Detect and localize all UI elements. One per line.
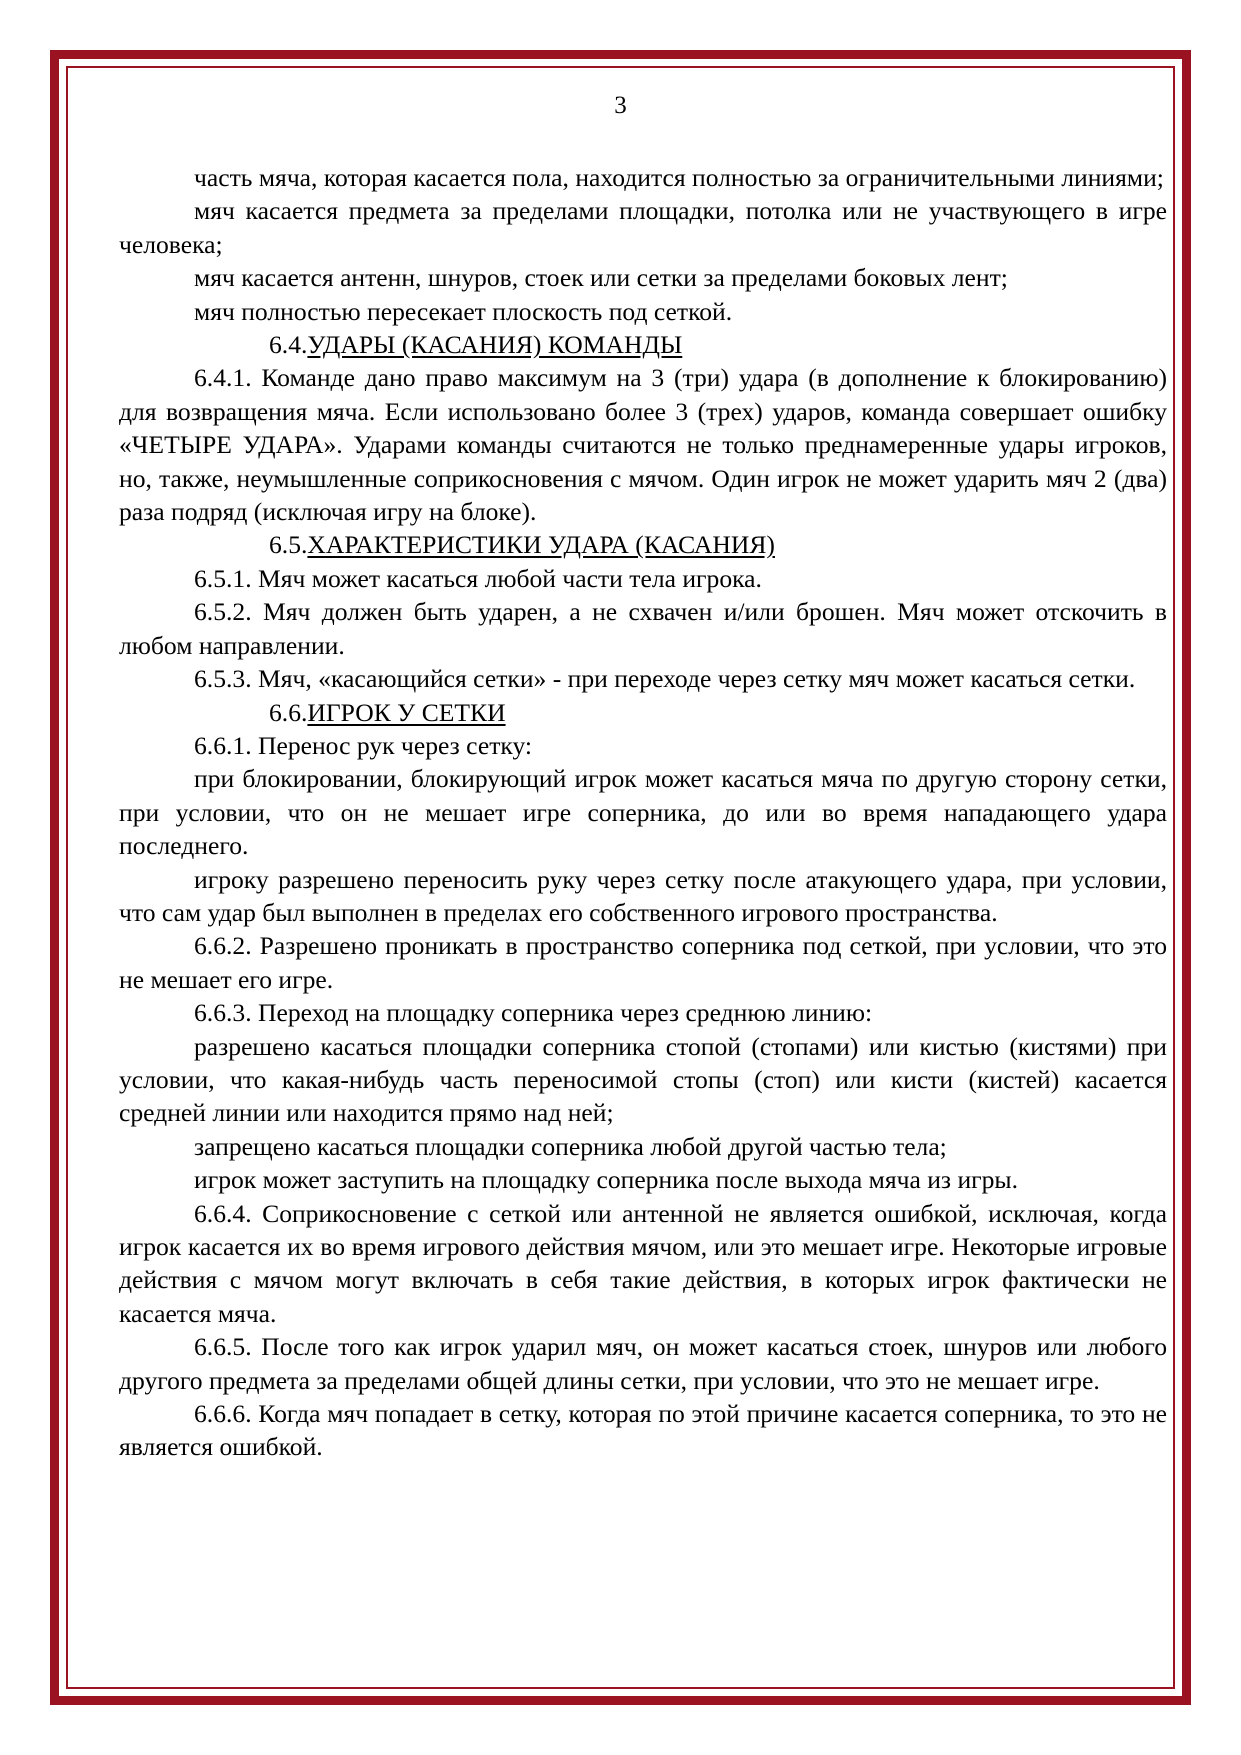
paragraph: запрещено касаться площадки соперника любой другой частью тела; — [194, 1131, 947, 1161]
paragraph: 6.5.2. Мяч должен быть ударен, а не схвачен и/или брошен. Мяч может отскочить в любом направлении. — [119, 597, 1167, 660]
section-title: ХАРАКТЕРИСТИКИ УДАРА (КАСАНИЯ) — [307, 530, 775, 560]
paragraph: 6.6.1. Перенос рук через сетку: — [194, 730, 533, 760]
section-heading — [119, 328, 1167, 361]
page-number: 3 — [614, 92, 627, 119]
paragraph: 6.5.1. Мяч может касаться любой части тела игрока. — [194, 563, 762, 593]
section-heading — [119, 696, 1167, 729]
document-body — [119, 161, 1167, 1464]
section-heading — [119, 528, 1167, 561]
paragraph: 6.6.3. Переход на площадку соперника через среднюю линию: — [194, 998, 873, 1028]
paragraph: мяч касается антенн, шнуров, стоек или сетки за пределами боковых лент; — [194, 263, 1008, 293]
section-number: 6.6. — [269, 697, 308, 727]
paragraph: 6.6.5. После того как игрок ударил мяч, он может касаться стоек, шнуров или любого другого предмета за пределами общей длины сетки, при условии, что это не мешает игре. — [119, 1332, 1167, 1395]
section-title: УДАРЫ (КАСАНИЯ) КОМАНДЫ — [307, 330, 683, 360]
paragraph: 6.6.4. Соприкосновение с сеткой или антенной не является ошибкой, исключая, когда игрок касается их во время игрового действия мячом, или это мешает игре. Некоторые игровые действия с мячом могут включать в себя такие действия, в которых игрок фактически не касается мяча. — [119, 1198, 1167, 1328]
paragraph: 6.6.6. Когда мяч попадает в сетку, которая по этой причине касается соперника, то это не является ошибкой. — [119, 1399, 1167, 1462]
paragraph: игрок может заступить на площадку соперника после выхода мяча из игры. — [194, 1165, 1019, 1195]
paragraph: 6.6.2. Разрешено проникать в пространство соперника под сеткой, при условии, что это не мешает его игре. — [119, 931, 1167, 994]
paragraph: 6.5.3. Мяч, «касающийся сетки» - при переходе через сетку мяч может касаться сетки. — [194, 664, 1136, 694]
paragraph: при блокировании, блокирующий игрок может касаться мяча по другую сторону сетки, при условии, что он не мешает игре соперника, до или во время нападающего удара последнего. — [119, 764, 1167, 861]
paragraph: разрешено касаться площадки соперника стопой (стопами) или кистью (кистями) при условии, что какая-нибудь часть переносимой стопы (стоп) или кисти (кистей) касается средней линии или находится прямо над ней; — [119, 1031, 1167, 1128]
paragraph: 6.4.1. Команде дано право максимум на 3 (три) удара (в дополнение к блокированию) для возвращения мяча. Если использовано более 3 (трех) ударов, команда совершает ошибку «ЧЕТЫРЕ УДАРА». Ударами команды считаются не только преднамеренные удары игроков, но, также, неумышленные соприкосновения с мячом. Один игрок не может ударить мяч 2 (два) раза подряд (исключая игру на блоке). — [119, 363, 1167, 527]
section-title: ИГРОК У СЕТКИ — [307, 697, 506, 727]
paragraph: часть мяча, которая касается пола, находится полностью за ограничительными линиями; — [194, 163, 1164, 192]
paragraph: игроку разрешено переносить руку через сетку после атакующего удара, при условии, что сам удар был выполнен в пределах его собственного игрового пространства. — [119, 864, 1167, 927]
section-number: 6.5. — [269, 530, 308, 560]
paragraph: мяч полностью пересекает плоскость под сеткой. — [194, 296, 733, 326]
paragraph: мяч касается предмета за пределами площадки, потолка или не участвующего в игре человека; — [119, 196, 1167, 259]
section-number: 6.4. — [269, 330, 308, 360]
